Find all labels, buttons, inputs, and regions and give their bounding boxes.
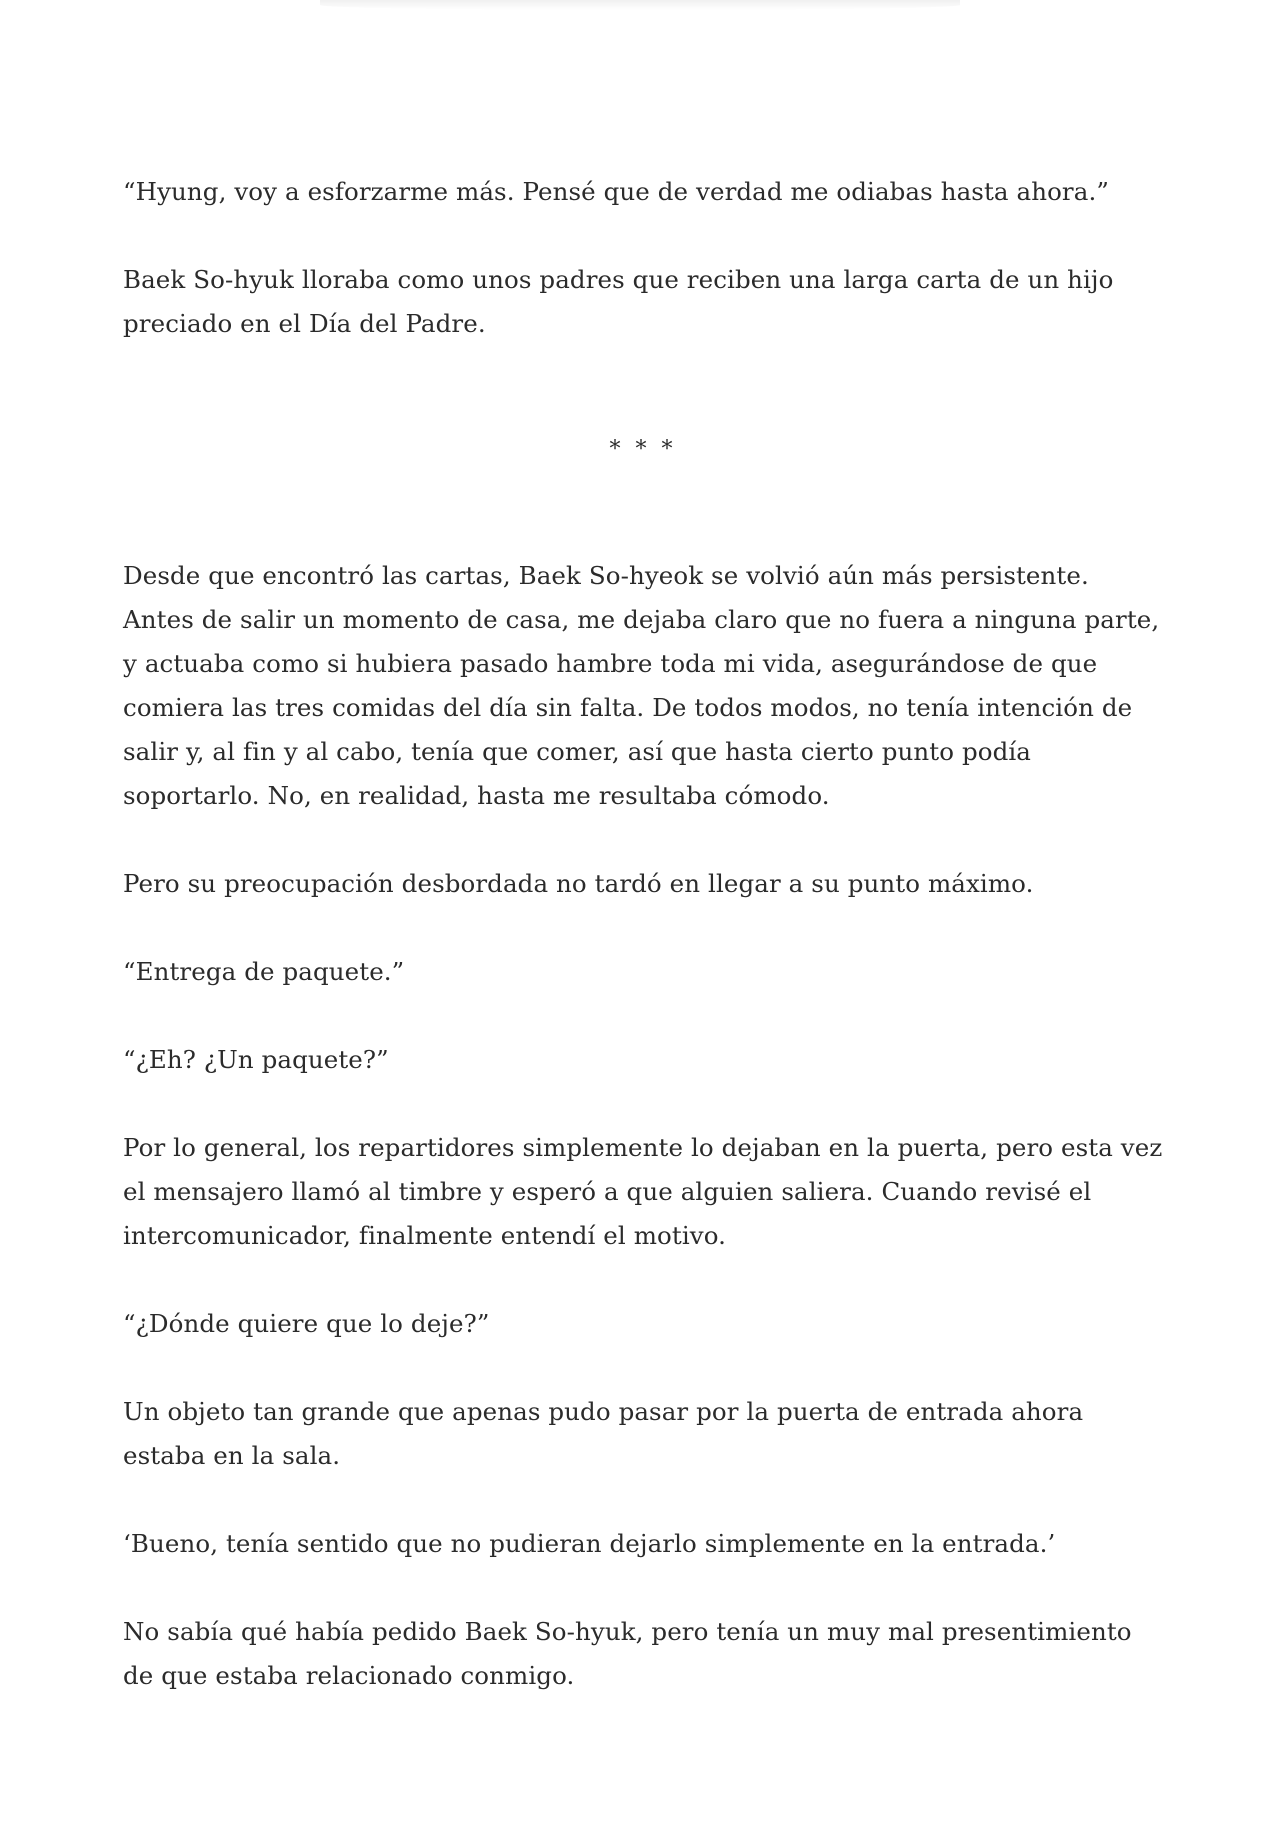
dialogue-line: “¿Eh? ¿Un paquete?” [123,1045,389,1074]
paragraph: Un objeto tan grande que apenas pudo pasar por la puerta de entrada ahora estaba en la sala. [123,1397,1084,1470]
chapter-text [123,170,1163,1742]
paragraph: Por lo general, los repartidores simplemente lo dejaban en la puerta, pero esta vez el mensajero llamó al timbre y esperó a que alguien saliera. Cuando revisé el intercomunicador, finalmente entendí el motivo. [123,1133,1163,1250]
paragraph: Pero su preocupación desbordada no tardó en llegar a su punto máximo. [123,869,1034,898]
paragraph: No sabía qué había pedido Baek So-hyuk, pero tenía un muy mal presentimiento de que estaba relacionado conmigo. [123,1617,1132,1690]
scene-separator: * * * [609,437,677,462]
dialogue-line: “¿Dónde quiere que lo deje?” [123,1309,490,1338]
paragraph: “Hyung, voy a esforzarme más. Pensé que de verdad me odiabas hasta ahora.” [123,177,1109,206]
paragraph: Desde que encontró las cartas, Baek So-hyeok se volvió aún más persistente. Antes de salir un momento de casa, me dejaba claro que no fuera a ninguna parte, y actuaba como si hubiera pasado hambre toda mi vida, asegurándose de que comiera las tres comidas del día sin falta. De todos modos, no tenía intención de salir y, al fin y al cabo, tenía que comer, así que hasta cierto punto podía soportarlo. No, en realidad, hasta me resultaba cómodo. [123,561,1160,810]
top-edge-shadow [320,0,960,10]
inner-thought: ‘Bueno, tenía sentido que no pudieran dejarlo simplemente en la entrada.’ [123,1529,1056,1558]
dialogue-line: “Entrega de paquete.” [123,957,405,986]
paragraph: Baek So-hyuk lloraba como unos padres que reciben una larga carta de un hijo preciado en el Día del Padre. [123,265,1114,338]
